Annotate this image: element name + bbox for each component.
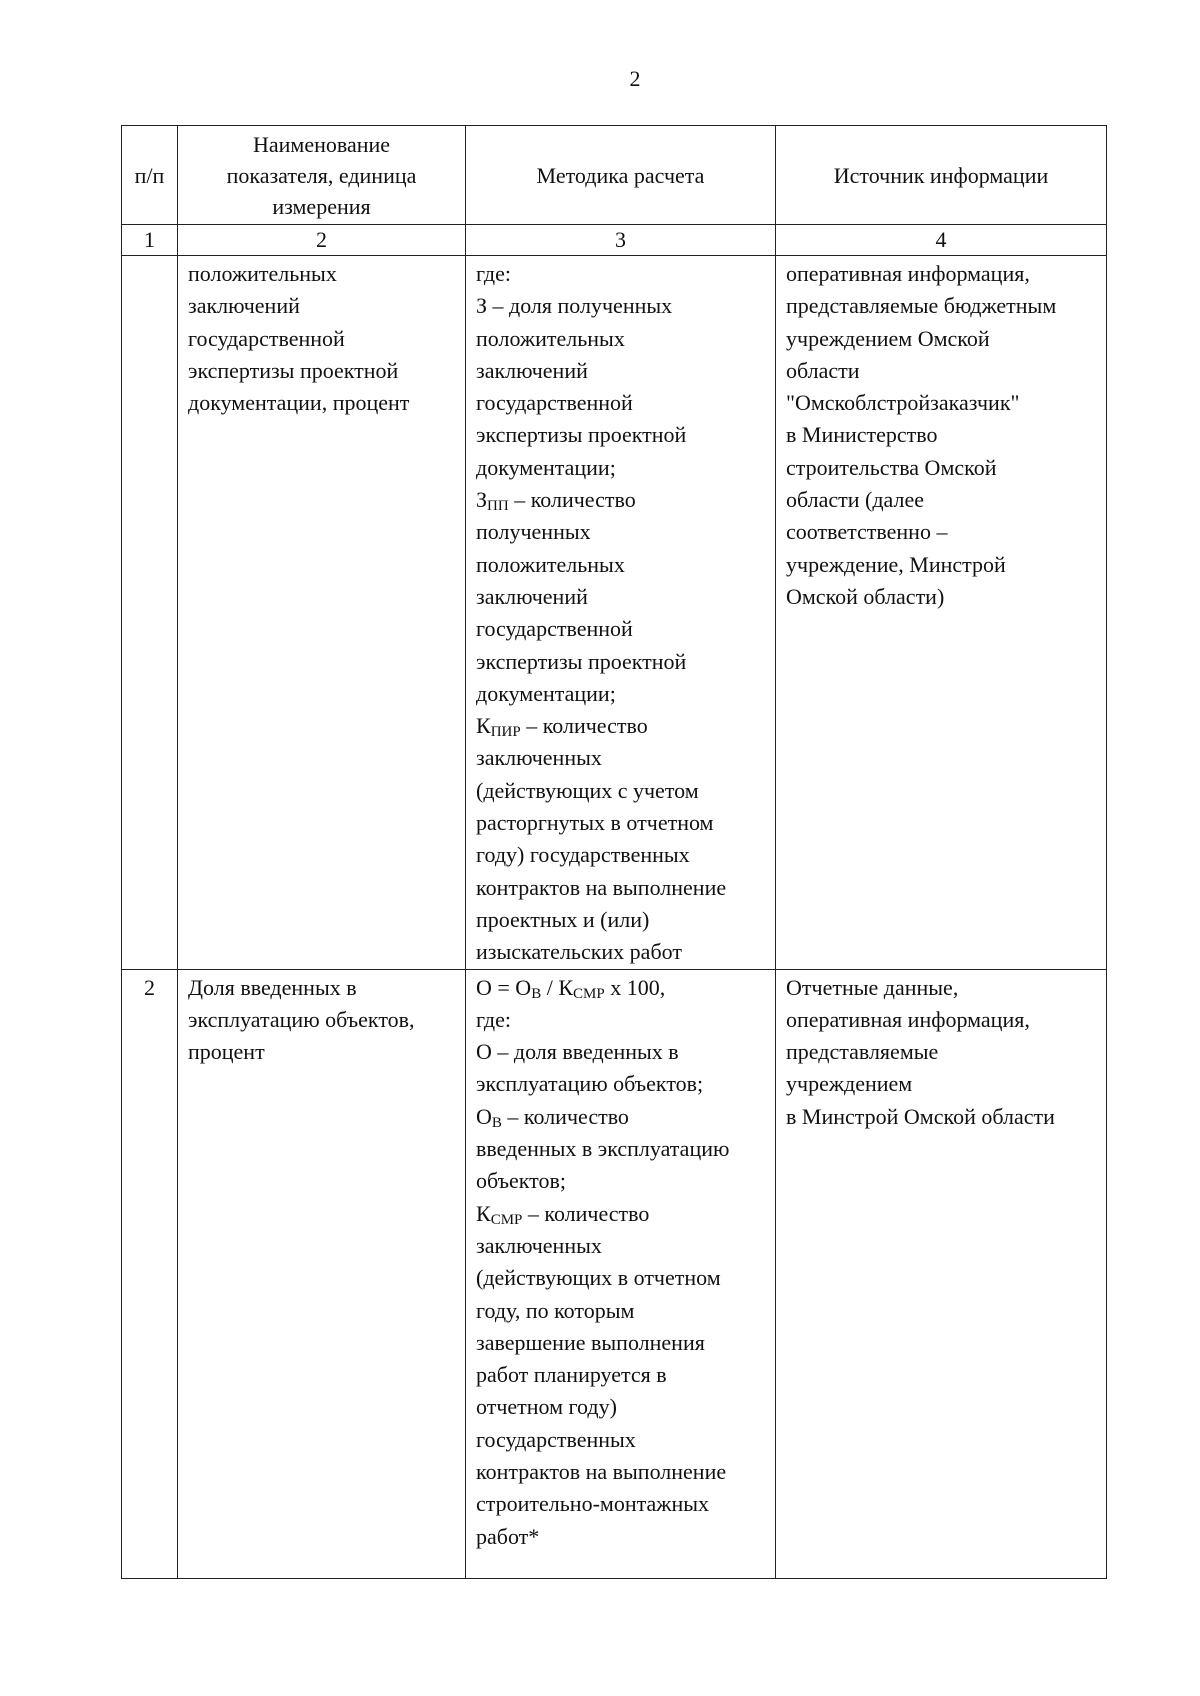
text-line: области (далее <box>786 487 925 513</box>
text-line: работ* <box>476 1523 540 1549</box>
table-row <box>122 969 1107 1578</box>
text-line: заключенных <box>476 1232 602 1258</box>
method-cell <box>466 969 776 1578</box>
method-cell <box>466 256 776 970</box>
header-cell-number: п/п <box>122 126 178 225</box>
variable-subscript: ПИР <box>490 724 521 741</box>
row-number: 2 <box>122 969 178 1578</box>
variable-description: – количество <box>508 487 636 513</box>
text-line: строительства Омской <box>786 454 997 480</box>
text-line: экспертизы проектной <box>476 422 687 448</box>
indicators-table <box>121 125 1107 1579</box>
variable-symbol: К <box>476 1200 491 1226</box>
column-number: 1 <box>122 225 178 256</box>
text-line: государственной <box>188 325 345 351</box>
formula-part: / К <box>541 974 573 1000</box>
text-line: году) государственных <box>476 842 690 868</box>
text-line: контрактов на выполнение <box>476 1458 727 1484</box>
text-line: "Омскоблстройзаказчик" <box>786 390 1020 416</box>
text-line: экспертизы проектной <box>476 648 687 674</box>
formula-subscript: СМР <box>573 985 605 1002</box>
page-number: 2 <box>629 66 641 91</box>
text-line: экспертизы проектной <box>188 357 399 383</box>
row-number <box>122 256 178 970</box>
text-line: З – доля полученных <box>476 293 673 319</box>
text-line: заключений <box>476 583 588 609</box>
column-number: 4 <box>776 225 1107 256</box>
text-line: учреждением Омской <box>786 325 990 351</box>
text-line: (действующих с учетом <box>476 777 699 803</box>
header-cell-method: Методика расчета <box>466 126 776 225</box>
column-number: 2 <box>178 225 466 256</box>
text-line: (действующих в отчетном <box>476 1265 721 1291</box>
variable-description: – количество <box>522 1200 650 1226</box>
text-line: расторгнутых в отчетном <box>476 810 714 836</box>
header-line: Наименование <box>252 131 391 157</box>
text-line: отчетном году) <box>476 1394 617 1420</box>
text-line: году, по которым <box>476 1297 635 1323</box>
text-line: документации; <box>476 680 616 706</box>
text-line: Отчетные данные, <box>786 974 959 1000</box>
text-line: где: <box>476 261 511 286</box>
header-line: показателя, единица <box>226 162 417 188</box>
text-line: работ планируется в <box>476 1362 667 1388</box>
variable-definition-kpir <box>476 710 765 742</box>
column-numbers-row <box>122 225 1107 256</box>
source-cell <box>776 969 1107 1578</box>
text-line: процент <box>188 1039 265 1065</box>
variable-description: – количество <box>501 1103 629 1129</box>
variable-symbol: З <box>476 487 488 513</box>
variable-definition-ksmr <box>476 1198 765 1230</box>
variable-description: – количество <box>520 713 648 739</box>
text-line: оперативная информация, <box>786 1006 1030 1032</box>
table-row <box>122 256 1107 970</box>
text-line: положительных <box>476 325 625 351</box>
text-line: контрактов на выполнение <box>476 874 727 900</box>
text-line: документации; <box>476 454 616 480</box>
text-line: заключений <box>188 293 300 319</box>
text-line: объектов; <box>476 1168 567 1194</box>
text-line: положительных <box>188 261 337 286</box>
text-line: где: <box>476 1006 511 1032</box>
text-line: в Минстрой Омской области <box>786 1103 1055 1129</box>
text-line: эксплуатацию объектов, <box>188 1006 415 1032</box>
formula-part: О = О <box>476 974 532 1000</box>
text-line: изыскательских работ <box>476 939 682 965</box>
text-line: представляемые <box>786 1039 939 1065</box>
text-line: соответственно – <box>786 519 948 545</box>
text-line: Омской области) <box>786 583 945 609</box>
table-header-row <box>122 126 1107 225</box>
variable-symbol: К <box>476 713 491 739</box>
formula-subscript: В <box>531 985 542 1002</box>
text-line: представляемые бюджетным <box>786 293 1057 319</box>
text-line: оперативная информация, <box>786 261 1030 286</box>
text-line: учреждение, Минстрой <box>786 551 1006 577</box>
text-line: полученных <box>476 519 591 545</box>
text-line: завершение выполнения <box>476 1329 705 1355</box>
variable-definition-zpp <box>476 484 765 516</box>
text-line: заключений <box>476 357 588 383</box>
text-line: введенных в эксплуатацию <box>476 1136 730 1162</box>
text-line: эксплуатацию объектов; <box>476 1071 704 1097</box>
header-line: измерения <box>272 193 371 219</box>
formula <box>476 972 765 1004</box>
text-line: в Министерство <box>786 422 938 448</box>
indicator-name-cell <box>178 969 466 1578</box>
variable-symbol: О <box>476 1103 492 1129</box>
variable-subscript: В <box>491 1114 502 1131</box>
text-line: О – доля введенных в <box>476 1039 679 1065</box>
text-line: документации, процент <box>188 390 410 416</box>
text-line: учреждением <box>786 1071 913 1097</box>
variable-subscript: СМР <box>490 1211 523 1228</box>
text-line: заключенных <box>476 745 602 771</box>
text-line: государственной <box>476 616 633 642</box>
text-line: государственной <box>476 390 633 416</box>
variable-definition-ov <box>476 1101 765 1133</box>
text-line: государственных <box>476 1426 636 1452</box>
indicator-name-cell <box>178 256 466 970</box>
text-line: положительных <box>476 551 625 577</box>
formula-part: x 100, <box>604 974 666 1000</box>
header-cell-source: Источник информации <box>776 126 1107 225</box>
text-line: строительно-монтажных <box>476 1491 710 1517</box>
header-cell-indicator-name <box>178 126 466 225</box>
column-number: 3 <box>466 225 776 256</box>
text-line: проектных и (или) <box>476 906 650 932</box>
source-cell <box>776 256 1107 970</box>
text-line: Доля введенных в <box>188 974 357 1000</box>
variable-subscript: ПП <box>487 498 509 515</box>
text-line: области <box>786 357 860 383</box>
